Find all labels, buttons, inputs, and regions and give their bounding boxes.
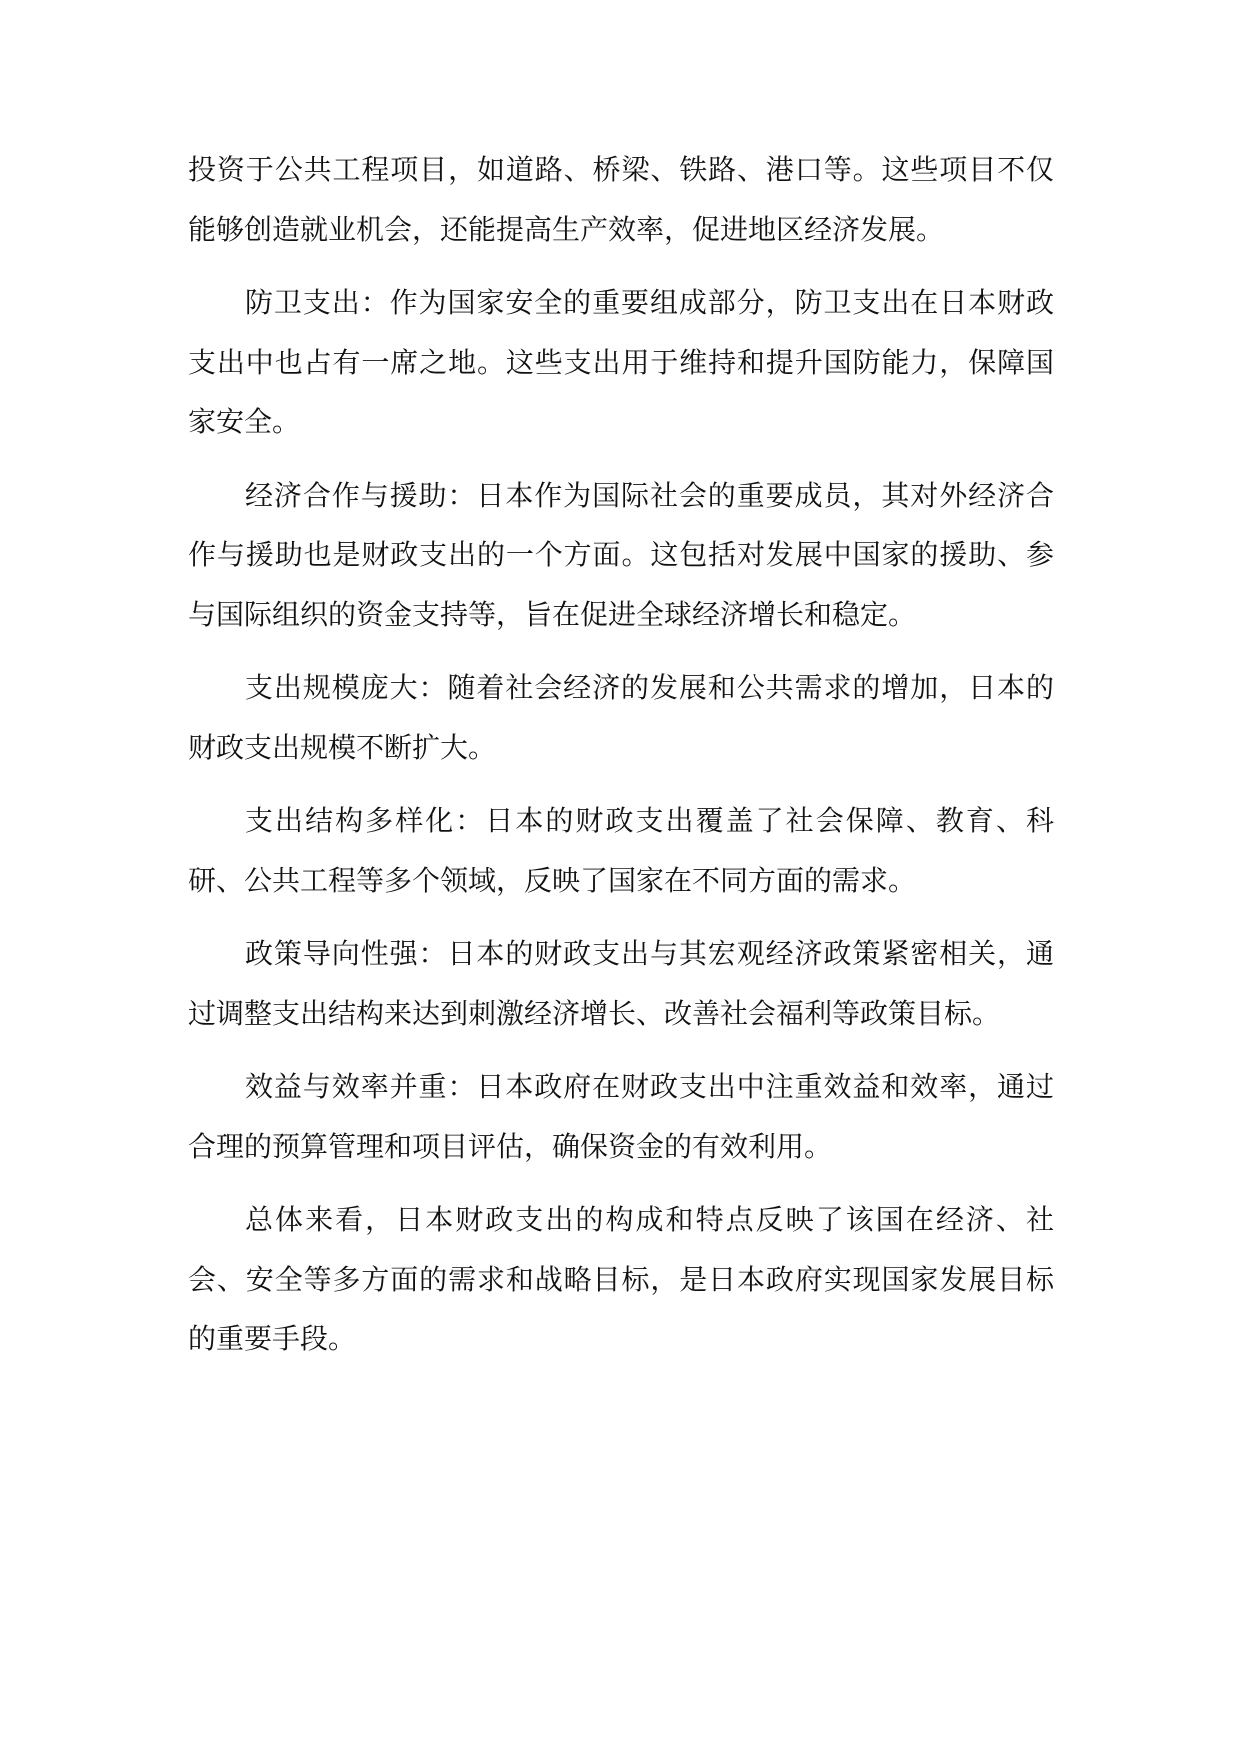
paragraph-large-scale: 支出规模庞大：随着社会经济的发展和公共需求的增加，日本的财政支出规模不断扩大。	[188, 671, 1054, 764]
paragraph-economic-cooperation: 经济合作与援助：日本作为国际社会的重要成员，其对外经济合作与援助也是财政支出的一个方面。这包括对发展中国家的援助、参与国际组织的资金支持等，旨在促进全球经济增长和稳定。	[188, 478, 1054, 631]
paragraph-public-works-continuation: 投资于公共工程项目，如道路、桥梁、铁路、港口等。这些项目不仅能够创造就业机会，还能提高生产效率，促进地区经济发展。	[188, 153, 1054, 246]
paragraph-policy-oriented: 政策导向性强：日本的财政支出与其宏观经济政策紧密相关，通过调整支出结构来达到刺激经济增长、改善社会福利等政策目标。	[188, 937, 1054, 1030]
paragraph-efficiency: 效益与效率并重：日本政府在财政支出中注重效益和效率，通过合理的预算管理和项目评估，确保资金的有效利用。	[188, 1070, 1054, 1163]
document-body	[188, 140, 1054, 1369]
paragraph-summary: 总体来看，日本财政支出的构成和特点反映了该国在经济、社会、安全等多方面的需求和战略目标，是日本政府实现国家发展目标的重要手段。	[188, 1203, 1054, 1355]
paragraph-defense: 防卫支出：作为国家安全的重要组成部分，防卫支出在日本财政支出中也占有一席之地。这些支出用于维持和提升国防能力，保障国家安全。	[188, 286, 1054, 438]
paragraph-diversified-structure: 支出结构多样化：日本的财政支出覆盖了社会保障、教育、科研、公共工程等多个领域，反映了国家在不同方面的需求。	[188, 804, 1054, 897]
